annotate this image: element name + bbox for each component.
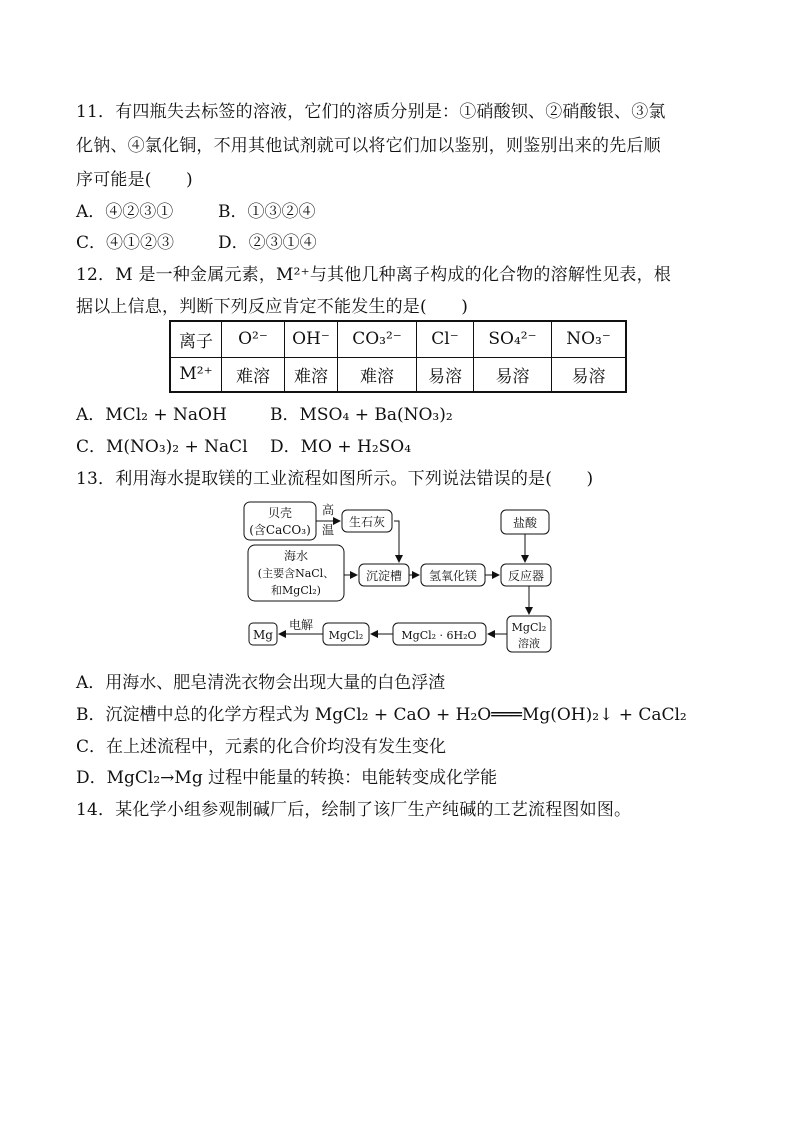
q13-option-d: D．MgCl₂→Mg 过程中能量的转换：电能转变成化学能	[76, 768, 498, 788]
mgcl2-solution-label-2: 溶液	[518, 637, 540, 650]
table-row-label: M²⁺	[170, 357, 222, 392]
reactor-label: 反应器	[507, 569, 545, 583]
q13-option-b: B．沉淀槽中总的化学方程式为 MgCl₂ + CaO + H₂O═══Mg(OH)₂↓ + CaCl₂	[76, 705, 687, 725]
mgcl2-label: MgCl₂	[328, 629, 364, 642]
q11-option-d: D．②③①④	[218, 233, 317, 253]
q11-option-a: A．④②③①	[76, 202, 174, 222]
q13-option-c: C．在上述流程中，元素的化合价均没有发生变化	[76, 737, 447, 757]
table-header-label: 离子	[170, 321, 222, 357]
table-ion: OH⁻	[285, 321, 338, 357]
seawater-label: 海水	[283, 549, 309, 563]
q14-line-1: 14．某化学小组参观制碱厂后，绘制了该厂生产纯碱的工艺流程图如图。	[76, 800, 632, 820]
electrolysis-label: 电解	[288, 618, 314, 632]
seawater-sub-label-1: (主要含NaCl、	[257, 567, 335, 580]
table-cell: 易溶	[552, 357, 627, 392]
tank-label: 沉淀槽	[365, 569, 403, 583]
table-cell: 易溶	[474, 357, 552, 392]
hcl-label: 盐酸	[512, 516, 538, 530]
table-ion: SO₄²⁻	[474, 321, 552, 357]
shell-sub-label: (含CaCO₃)	[249, 523, 311, 537]
high-temp-label-1: 高	[321, 503, 335, 517]
q12-line-2: 据以上信息，判断下列反应肯定不能发生的是( )	[76, 297, 469, 317]
table-ion: NO₃⁻	[552, 321, 627, 357]
table-cell: 难溶	[338, 357, 417, 392]
table-cell: 难溶	[222, 357, 285, 392]
hydrate-label: MgCl₂ · 6H₂O	[401, 629, 477, 642]
table-cell: 难溶	[285, 357, 338, 392]
table-cell: 易溶	[417, 357, 474, 392]
q11-option-c: C．④①②③	[76, 233, 175, 253]
mg-label: Mg	[253, 628, 273, 642]
q12-option-c: C．M(NO₃)₂ + NaCl	[76, 437, 248, 457]
q11-line-2: 化钠、④氯化铜，不用其他试剂就可以将它们加以鉴别，则鉴别出来的先后顺	[76, 136, 661, 156]
arrow-quicklime-to-tank	[394, 521, 399, 562]
q12-option-d: D．MO + H₂SO₄	[270, 437, 412, 457]
q11-line-3: 序可能是( )	[76, 170, 193, 190]
quicklime-label: 生石灰	[348, 515, 386, 529]
magnesium-flow-diagram	[238, 498, 560, 656]
q12-line-1: 12．M 是一种金属元素，M²⁺与其他几种离子构成的化合物的溶解性见表，根	[76, 265, 672, 285]
q13-line-1: 13．利用海水提取镁的工业流程如图所示。下列说法错误的是( )	[76, 469, 594, 489]
table-ion: Cl⁻	[417, 321, 474, 357]
q11-line-1: 11．有四瓶失去标签的溶液，它们的溶质分别是：①硝酸钡、②硝酸银、③氯	[76, 102, 666, 122]
mgcl2-solution-label-1: MgCl₂	[511, 621, 547, 634]
q11-option-b: B．①③②④	[218, 202, 316, 222]
shell-label: 贝壳	[267, 506, 293, 520]
table-ion: O²⁻	[222, 321, 285, 357]
seawater-sub-label-2: 和MgCl₂)	[271, 584, 321, 597]
table-ion: CO₃²⁻	[338, 321, 417, 357]
high-temp-label-2: 温	[321, 523, 335, 537]
q13-option-a: A．用海水、肥皂清洗衣物会出现大量的白色浮渣	[76, 673, 446, 693]
mgoh-label: 氢氧化镁	[428, 569, 478, 583]
q12-option-b: B．MSO₄ + Ba(NO₃)₂	[270, 405, 453, 425]
q12-option-a: A．MCl₂ + NaOH	[76, 405, 227, 425]
solubility-table	[169, 320, 627, 393]
